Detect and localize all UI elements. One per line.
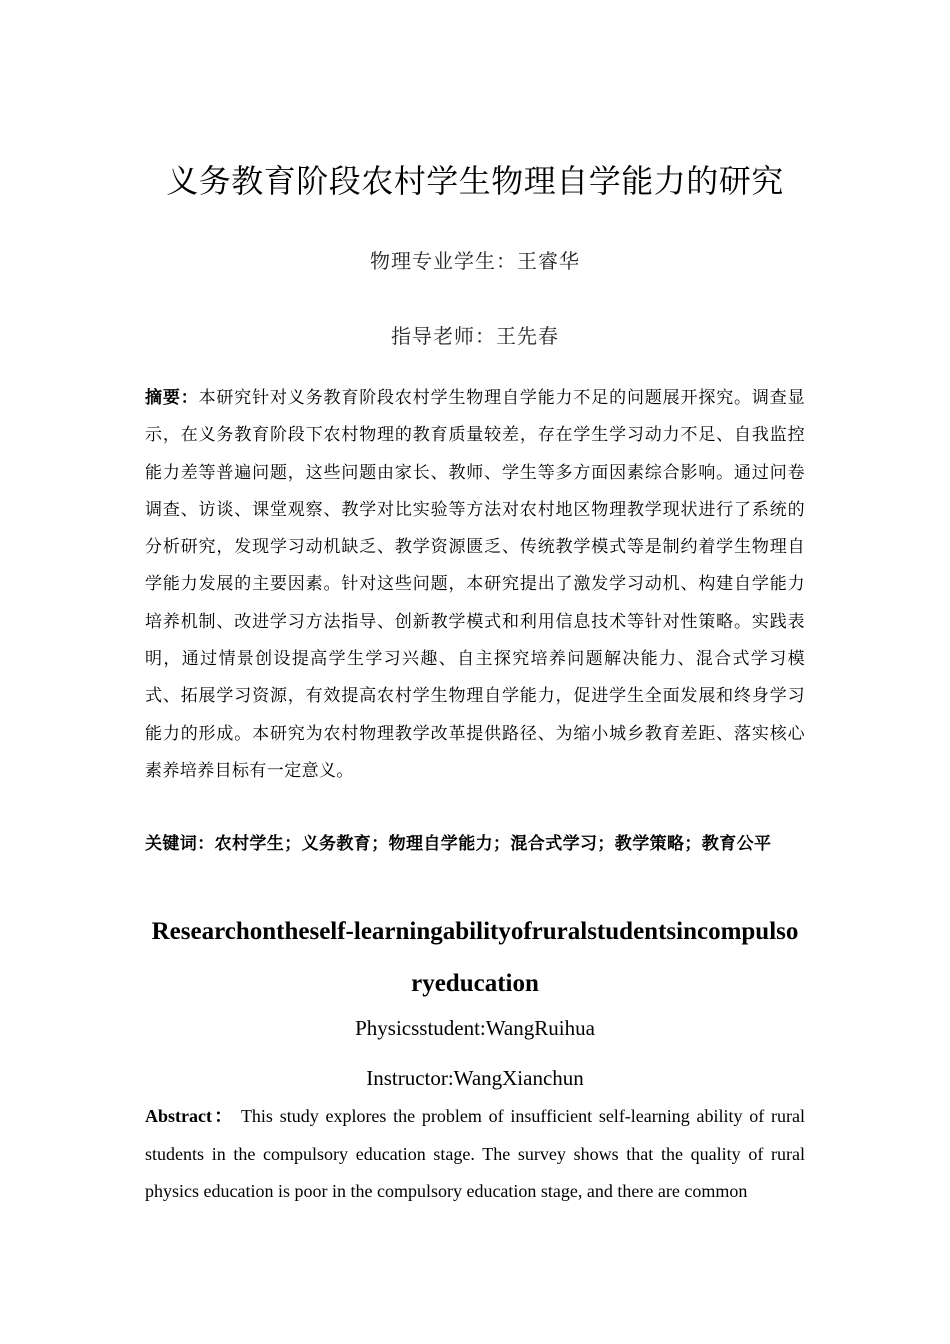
english-abstract-label: Abstract： <box>145 1106 235 1126</box>
chinese-abstract <box>145 380 805 790</box>
english-abstract-text: This study explores the problem of insufficient self-learning ability of rural students in the compulsory education stage. The survey shows that the quality of rural physics education is poor in the compulsory education stage, and there are common <box>145 1106 806 1201</box>
chinese-keywords: 关键词：农村学生；义务教育；物理自学能力；混合式学习；教学策略；教育公平 <box>145 834 772 854</box>
chinese-author-line: 物理专业学生：王睿华 <box>370 249 580 273</box>
english-advisor-line: Instructor:WangXianchun <box>366 1066 584 1090</box>
english-author-line: Physicsstudent:WangRuihua <box>355 1016 595 1040</box>
chinese-advisor-line: 指导老师：王先春 <box>391 324 559 348</box>
english-abstract <box>145 1098 805 1211</box>
chinese-abstract-label: 摘要： <box>145 388 199 408</box>
chinese-title: 义务教育阶段农村学生物理自学能力的研究 <box>166 162 784 200</box>
chinese-abstract-text: 本研究针对义务教育阶段农村学生物理自学能力不足的问题展开探究。调查显示，在义务教育阶段下农村物理的教育质量较差，存在学生学习动力不足、自我监控能力差等普遍问题，这些问题由家长、教师、学生等多方面因素综合影响。通过问卷调查、访谈、课堂观察、教学对比实验等方法对农村地区物理教学现状进行了系统的分析研究，发现学习动机缺乏、教学资源匮乏、传统教学模式等是制约着学生物理自学能力发展的主要因素。针对这些问题，本研究提出了激发学习动机、构建自学能力培养机制、改进学习方法指导、创新教学模式和利用信息技术等针对性策略。实践表明，通过情景创设提高学生学习兴趣、自主探究培养问题解决能力、混合式学习模式、拓展学习资源，有效提高农村学生物理自学能力，促进学生全面发展和终身学习能力的形成。本研究为农村物理教学改革提供路径、为缩小城乡教育差距、落实核心素养培养目标有一定意义。 <box>145 388 805 781</box>
english-title: Researchontheself-learningabilityofruralstudentsincompulsoryeducation <box>151 918 799 997</box>
